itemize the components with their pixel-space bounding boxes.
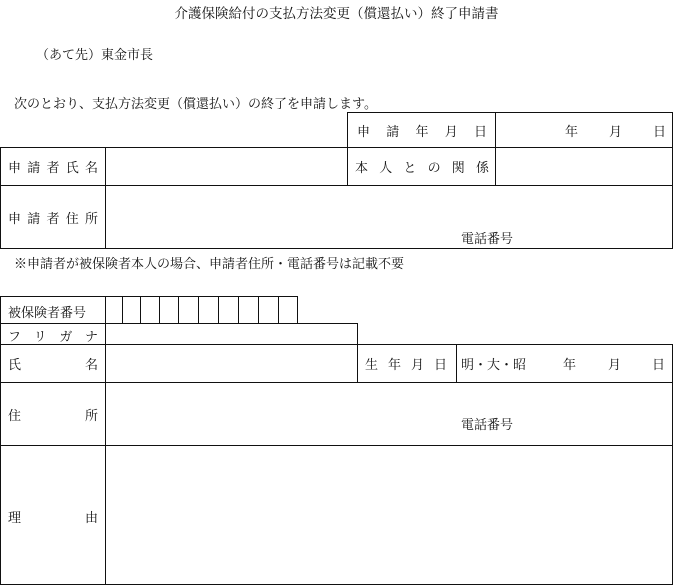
birth-day-field[interactable]: 日 (652, 358, 666, 373)
birthdate-label: 生 年 月 日 (365, 358, 447, 373)
applicant-name-field[interactable] (106, 148, 346, 184)
birth-month-field[interactable]: 月 (608, 358, 622, 373)
applicant-address-label: 申 請 者 住 所 (8, 212, 98, 227)
applicant-note: ※申請者が被保険者本人の場合、申請者住所・電話番号は記載不要 (14, 257, 405, 272)
birth-year-field[interactable]: 年 (563, 358, 577, 373)
furigana-label: フ リ ガ ナ (8, 330, 98, 345)
insured-address-label: 住 所 (8, 409, 98, 424)
applicant-address-field[interactable] (106, 186, 672, 226)
insured-number-label: 被保険者番号 (8, 306, 87, 321)
insured-name-label: 氏 名 (8, 358, 98, 373)
reason-label: 理 由 (8, 511, 98, 526)
application-day-field[interactable]: 日 (653, 125, 667, 140)
era-options[interactable]: 明・大・昭 (461, 358, 527, 373)
application-year-field[interactable]: 年 (565, 125, 579, 140)
furigana-field[interactable] (106, 324, 356, 343)
application-month-field[interactable]: 月 (609, 125, 623, 140)
form-title: 介護保険給付の支払方法変更（償還払い）終了申請書 (174, 6, 499, 22)
insured-phone-label: 電話番号 (461, 418, 514, 433)
relationship-label: 本 人 と の 関 係 (355, 161, 489, 176)
intro-text: 次のとおり、支払方法変更（償還払い）の終了を申請します。 (14, 97, 377, 112)
insured-name-field[interactable] (106, 345, 356, 381)
relationship-field[interactable] (496, 148, 672, 184)
reason-field[interactable] (106, 446, 672, 584)
insured-number-field[interactable] (106, 297, 297, 322)
application-date-label-text: 申 請 年 月 日 (357, 125, 487, 140)
insured-address-field[interactable] (106, 383, 672, 419)
applicant-phone-label: 電話番号 (461, 232, 514, 247)
applicant-name-label: 申 請 者 氏 名 (8, 161, 98, 176)
addressee: （あて先）東金市長 (36, 48, 154, 63)
